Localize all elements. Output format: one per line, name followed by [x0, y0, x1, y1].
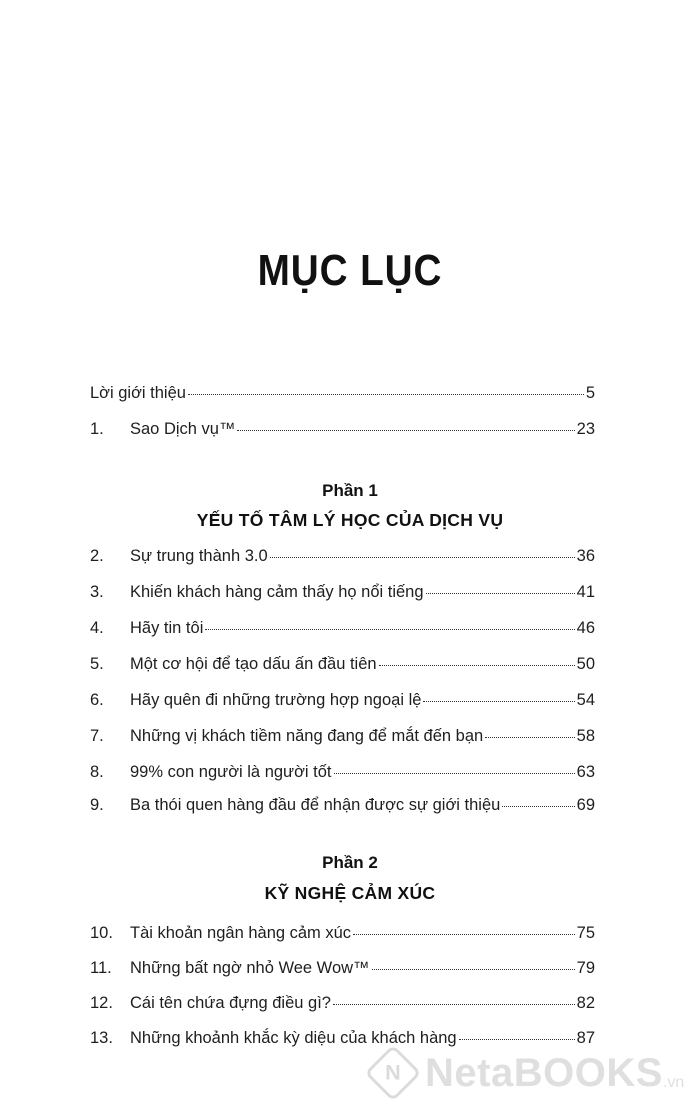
toc-leader-dots: [423, 700, 574, 702]
toc-entry-page: 75: [576, 924, 595, 942]
toc-entry[interactable]: [90, 691, 595, 715]
toc-entry-number: 5.: [90, 655, 104, 673]
toc-entry-text: Những khoảnh khắc kỳ diệu của khách hàng: [130, 1029, 457, 1047]
watermark-brand: NetaBOOKS: [425, 1050, 663, 1095]
toc-entry-page: 54: [576, 691, 595, 709]
toc-entry-number: 1.: [90, 420, 104, 438]
toc-entry-number: 8.: [90, 763, 104, 781]
toc-entry-number: 6.: [90, 691, 104, 709]
watermark: [365, 1046, 684, 1100]
watermark-logo-letter: N: [385, 1060, 401, 1085]
toc-leader-dots: [459, 1038, 575, 1040]
toc-entry-page: 87: [576, 1029, 595, 1047]
watermark-suffix: .vn: [662, 1074, 685, 1091]
toc-entry-number: 7.: [90, 727, 104, 745]
toc-entry-page: 69: [576, 796, 595, 814]
toc-entry-page: 5: [585, 384, 595, 402]
toc-leader-dots: [502, 805, 574, 807]
toc-entry-text: Sao Dịch vụ™: [130, 420, 236, 438]
toc-leader-dots: [270, 556, 575, 558]
toc-leader-dots: [188, 393, 584, 395]
toc-entry-page: 46: [576, 619, 595, 637]
toc-entry-page: 82: [576, 994, 595, 1012]
toc-entry-text: Những bất ngờ nhỏ Wee Wow™: [130, 959, 370, 977]
toc-entry-page: 58: [576, 727, 595, 745]
toc-entry-intro[interactable]: [90, 384, 595, 408]
toc-entry-text: Những vị khách tiềm năng đang để mắt đến bạn: [130, 727, 484, 745]
toc-entry-text: Khiến khách hàng cảm thấy họ nổi tiếng: [130, 583, 424, 601]
toc-leader-dots: [237, 429, 574, 431]
toc-entry-number: 9.: [90, 796, 104, 814]
toc-entry-number: 11.: [90, 959, 112, 977]
toc-entry[interactable]: [90, 763, 595, 787]
toc-entry-number: 3.: [90, 583, 104, 601]
toc-entry-page: 50: [576, 655, 595, 673]
part-title: YẾU TỐ TÂM LÝ HỌC CỦA DỊCH VỤ: [196, 510, 504, 530]
toc-entry-text: Tài khoản ngân hàng cảm xúc: [130, 924, 352, 942]
toc-entry[interactable]: [90, 959, 595, 983]
toc-entry[interactable]: [90, 420, 595, 444]
part-label: Phần 2: [322, 853, 378, 872]
toc-entry-page: 63: [576, 763, 595, 781]
toc-entry[interactable]: [90, 583, 595, 607]
toc-entry-number: 13.: [90, 1029, 113, 1047]
toc-entry-text: Hãy tin tôi: [130, 619, 204, 637]
toc-leader-dots: [334, 772, 575, 774]
toc-entry-number: 10.: [90, 924, 113, 942]
toc-leader-dots: [205, 628, 574, 630]
toc-entry-text: 99% con người là người tốt: [130, 763, 332, 781]
toc-entry-number: 12.: [90, 994, 113, 1012]
toc-leader-dots: [379, 664, 575, 666]
toc-entry[interactable]: [90, 994, 595, 1018]
part-title: KỸ NGHỆ CẢM XÚC: [264, 883, 436, 903]
toc-entry-text: Cái tên chứa đựng điều gì?: [130, 994, 331, 1012]
toc-entry[interactable]: [90, 796, 595, 820]
toc-entry-number: 4.: [90, 619, 104, 637]
toc-entry-page: 23: [576, 420, 595, 438]
toc-entry[interactable]: [90, 547, 595, 571]
toc-entry[interactable]: [90, 655, 595, 679]
toc-entry[interactable]: [90, 619, 595, 643]
toc-entry[interactable]: [90, 727, 595, 751]
toc-entry-text: Lời giới thiệu: [90, 384, 186, 402]
part-label: Phần 1: [322, 481, 378, 500]
toc-entry-text: Sự trung thành 3.0: [130, 547, 268, 565]
toc-leader-dots: [333, 1003, 575, 1005]
toc-entry-number: 2.: [90, 547, 104, 565]
toc-entry-text: Hãy quên đi những trường hợp ngoại lệ: [130, 691, 422, 709]
toc-entry-page: 36: [576, 547, 595, 565]
toc-entry-page: 79: [576, 959, 595, 977]
toc-leader-dots: [485, 736, 574, 738]
toc-entry-text: Ba thói quen hàng đầu để nhận được sự giới thiệu: [130, 796, 501, 814]
netabooks-logo-icon: [364, 1044, 421, 1101]
toc-leader-dots: [426, 592, 575, 594]
toc-entry-text: Một cơ hội để tạo dấu ấn đầu tiên: [130, 655, 377, 673]
toc-leader-dots: [353, 933, 575, 935]
page-title: MỤC LỤC: [257, 246, 443, 295]
toc-leader-dots: [372, 968, 575, 970]
toc-entry[interactable]: [90, 924, 595, 948]
toc-entry-page: 41: [576, 583, 595, 601]
